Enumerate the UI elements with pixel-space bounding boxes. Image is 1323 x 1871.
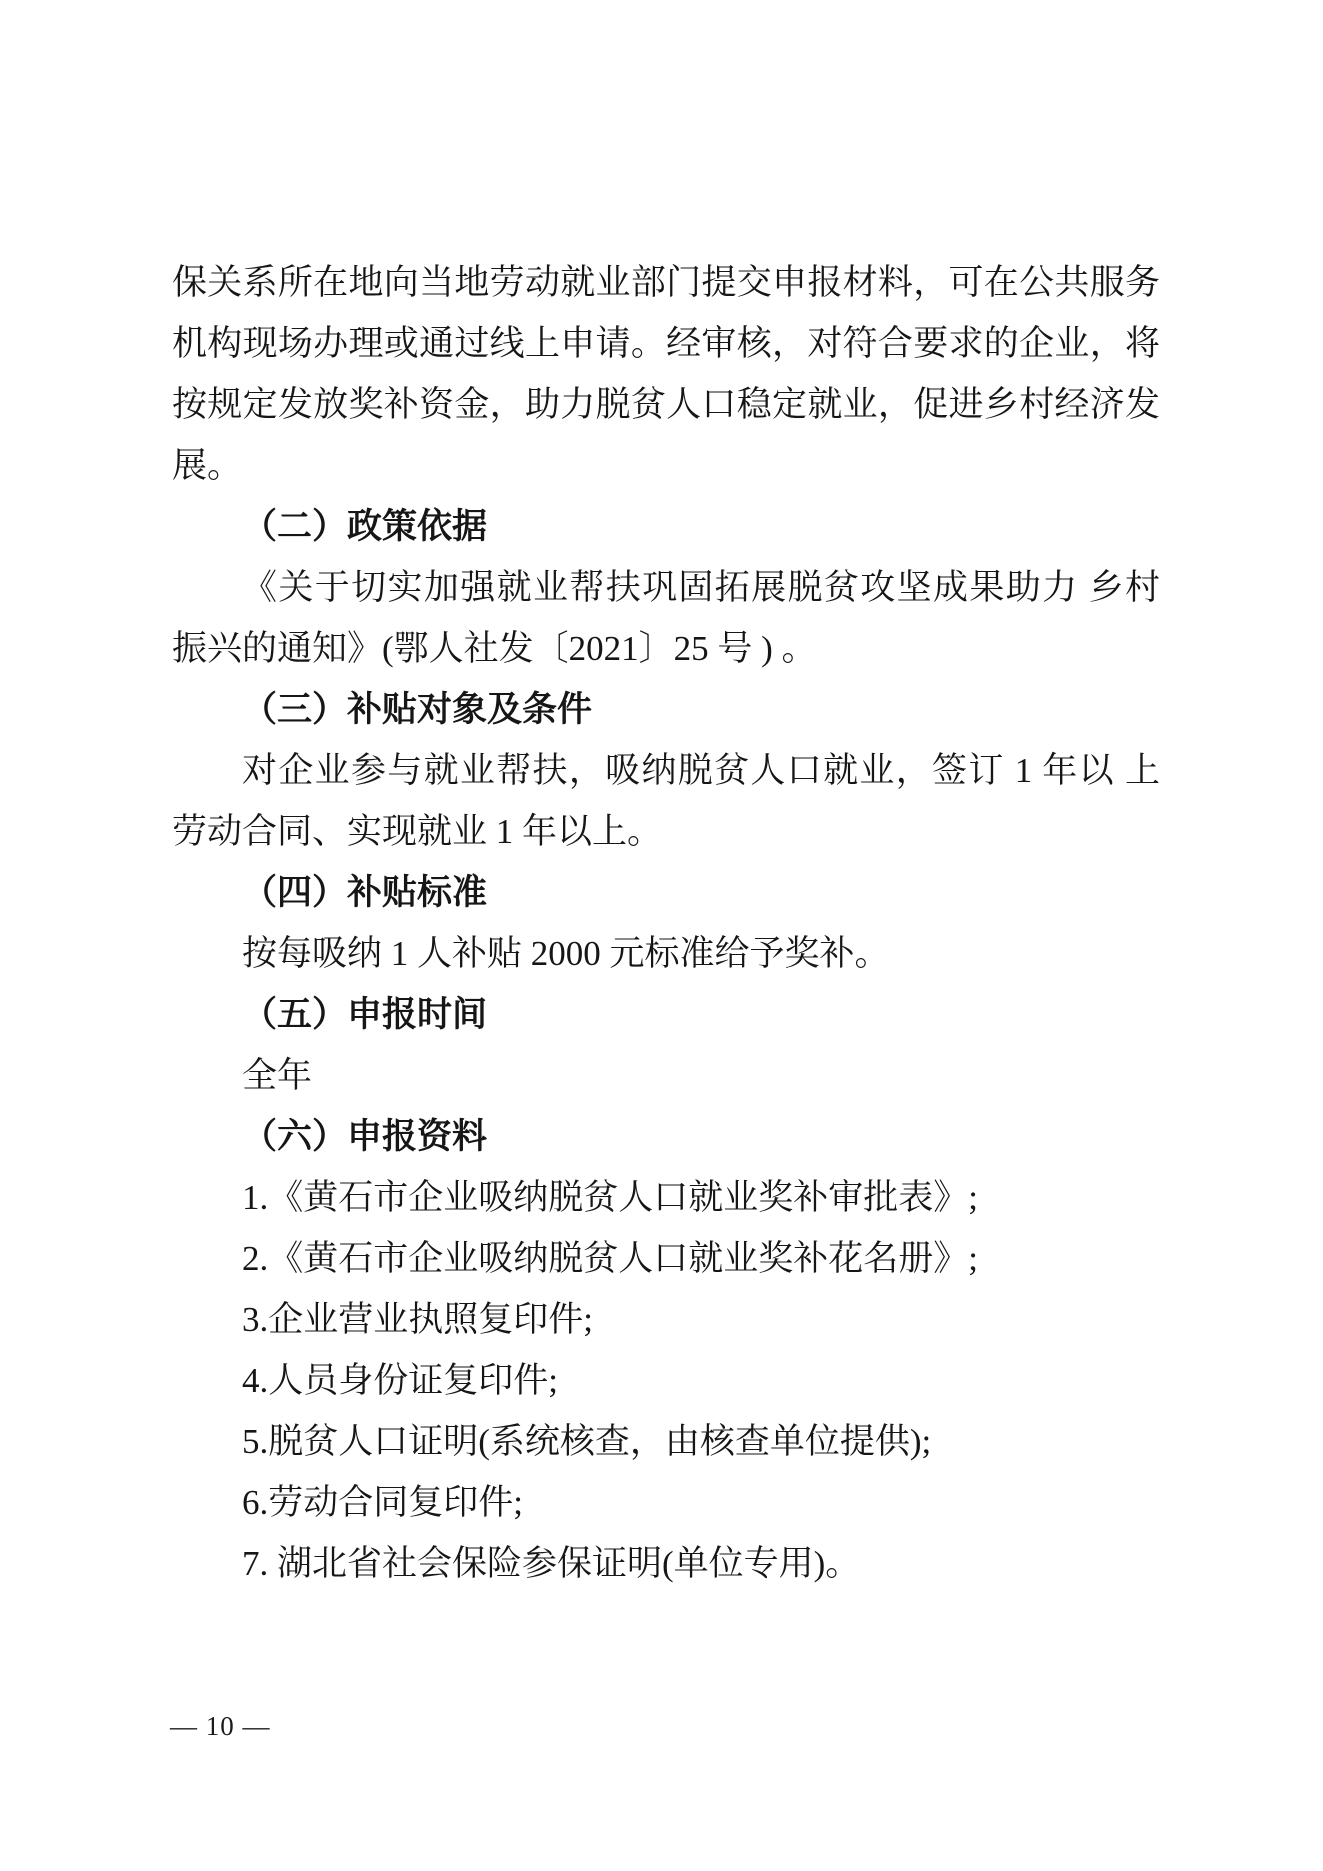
list-item-line: 3.企业营业执照复印件; [242,1300,593,1339]
list-item-line: 7. 湖北省社会保险参保证明(单位专用)。 [242,1544,861,1583]
body-text-line: 机构现场办理或通过线上申请。经审核，对符合要求的企业，将 [172,324,1160,363]
list-item-line: 5.脱贫人口证明(系统核查，由核查单位提供); [242,1422,932,1461]
section-heading: （三）补贴对象及条件 [242,690,593,729]
section-heading: （四）补贴标准 [242,873,488,912]
list-item-line: 6.劳动合同复印件; [242,1483,523,1522]
body-text-line: 劳动合同、实现就业 1 年以上。 [172,812,663,851]
body-text-line: 保关系所在地向当地劳动就业部门提交申报材料，可在公共服务 [172,263,1160,302]
body-text-line: 全年 [242,1056,313,1095]
list-item-line: 2.《黄石市企业吸纳脱贫人口就业奖补花名册》; [242,1239,978,1278]
section-heading: （五）申报时间 [242,995,488,1034]
list-item-line: 4.人员身份证复印件; [242,1361,558,1400]
document-lines [172,252,1160,1594]
body-text-line: 展。 [172,446,243,485]
body-text-line: 按规定发放奖补资金，助力脱贫人口稳定就业，促进乡村经济发 [172,385,1160,424]
body-text-line: 对企业参与就业帮扶，吸纳脱贫人口就业，签订 1 年以 上 [242,751,1160,790]
body-text-line: 《关于切实加强就业帮扶巩固拓展脱贫攻坚成果助力 乡村 [242,568,1160,607]
body-text-line: 振兴的通知》(鄂人社发〔2021〕25 号 ) 。 [172,629,817,668]
list-item-line: 1.《黄石市企业吸纳脱贫人口就业奖补审批表》; [242,1178,978,1217]
page-number: — 10 — [170,1711,271,1741]
section-heading: （六）申报资料 [242,1117,488,1156]
body-text-line: 按每吸纳 1 人补贴 2000 元标准给予奖补。 [242,934,890,973]
section-heading: （二）政策依据 [242,507,488,546]
